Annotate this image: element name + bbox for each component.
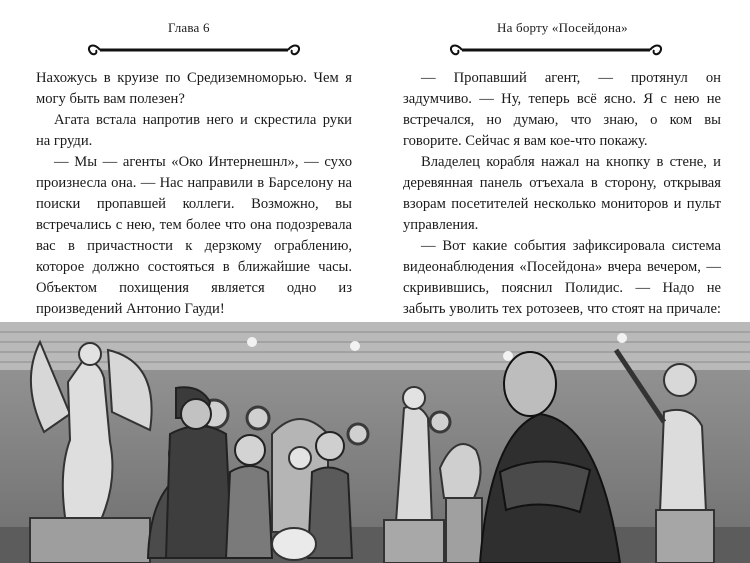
header-ornament-left-icon: [86, 40, 302, 60]
header-ornament-right-icon: [448, 40, 664, 60]
right-column-text: [403, 68, 721, 362]
paragraph: Владелец корабля нажал на кнопку в стене, и деревянная панель отъехала в сторону, открывая взорам посетителей несколько мониторов и пульт управления.: [403, 154, 721, 233]
paragraph: — Вот какие события зафиксировала система видеонаблюдения «Посейдона» вчера вечером, — скривившись, пояснил Полидис. — Надо не забыть уволить тех ротозеев, что стоят на причале:: [403, 238, 721, 317]
paragraph: Нахожусь в круизе по Средиземноморью. Чем я могу быть вам полезен?: [36, 70, 352, 107]
paragraph: — Мы — агенты «Око Интернешнл», — сухо произнесла она. — Нас направили в Барселону на поиски пропавшей коллеги. Возможно, вы встречались с нею, тем более что она подозревала вас в причастности к дерзкому ограблению, которое должно состояться в ближайшие часы. Объектом похищения является одно из произведений Антонио Гауди!: [36, 154, 352, 317]
left-column-text: [36, 68, 352, 362]
running-head-right: На борту «Посейдона»: [497, 20, 628, 35]
running-head-left: Глава 6: [168, 20, 210, 35]
paragraph: Агата встала напротив него и скрестила руки на груди.: [36, 112, 352, 149]
paragraph: — Пропавший агент, — протянул он задумчиво. — Ну, теперь всё ясно. Я с нею не встречался, но думаю, что знаю, о ком вы говорите. Сейчас я вам кое-что покажу.: [403, 70, 721, 149]
illustration-icon: [0, 322, 750, 563]
